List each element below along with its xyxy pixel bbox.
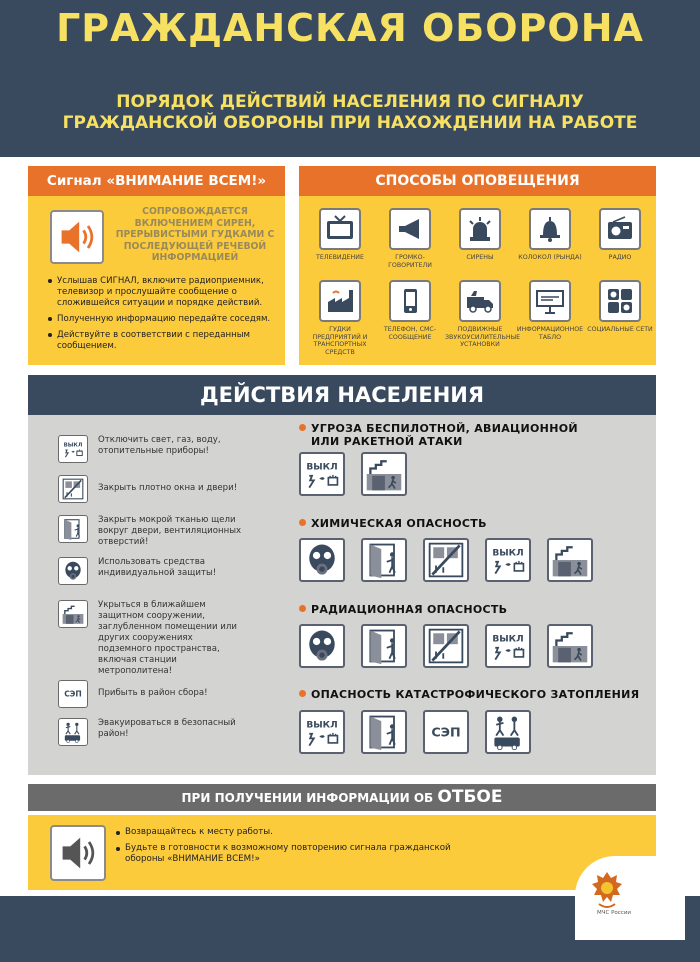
bullet-dot [299,519,306,526]
subtitle-line-1: ПОРЯДОК ДЕЙСТВИЙ НАСЕЛЕНИЯ ПО СИГНАЛУ [116,92,584,112]
action-item [58,557,238,585]
bullet-dot [299,690,306,697]
speaker-icon [50,825,106,881]
shelter-icon [58,600,88,628]
all-clear-panel [28,815,656,890]
actions-title: ДЕЙСТВИЯ НАСЕЛЕНИЯ [28,375,656,415]
switch-off-icon [485,538,531,582]
radio-icon [599,208,641,250]
bell-icon [529,208,571,250]
method-sirens [445,208,515,262]
action-item [58,475,258,503]
threat-icons-flood [299,710,531,754]
logo-label: МЧС России [597,910,631,916]
method-label: СОЦИАЛЬНЫЕ СЕТИ [587,326,653,333]
action-item [58,680,248,708]
emergency-ministry-logo [575,856,685,940]
method-tv [305,208,375,262]
method-label: ИНФОРМАЦИОННОЕ ТАБЛО [516,326,584,341]
list-item: Будьте в готовности к возможному повторению сигнала гражданской обороны «ВНИМАНИЕ ВСЕМ!» [116,843,456,866]
evacuation-icon [485,710,531,754]
seal-gaps-icon [58,515,88,543]
signal-panel [28,166,285,365]
method-phone [375,280,445,341]
all-clear-title: ПРИ ПОЛУЧЕНИИ ИНФОРМАЦИИ ОБ ОТБОЕ [28,784,656,811]
switch-off-icon [299,452,345,496]
seal-gaps-icon [361,624,407,668]
subtitle-line-2: ГРАЖДАНСКОЙ ОБОРОНЫ ПРИ НАХОЖДЕНИИ НА РАБОТЕ [62,113,638,133]
action-text: Эвакуироваться в безопасный район! [98,718,236,739]
shelter-icon [547,538,593,582]
social-networks-icon [599,280,641,322]
seal-gaps-icon [361,538,407,582]
method-loudspeakers [375,208,445,269]
signal-title: Сигнал «ВНИМАНИЕ ВСЕМ!» [28,166,285,196]
bullet-dot [299,605,306,612]
action-text: Закрыть плотно окна и двери! [98,483,238,493]
header [0,0,700,157]
close-windows-icon [423,624,469,668]
shelter-icon [547,624,593,668]
actions-panel [28,375,656,775]
method-factory-horns [305,280,375,356]
speaker-icon [50,210,104,264]
threat-icons-attack [299,452,407,496]
method-label: ГУДКИ ПРЕДПРИЯТИЙ И ТРАНСПОРТНЫХ СРЕДСТВ [312,326,368,356]
assembly-point-icon [58,680,88,708]
action-text: Прибыть в район сбора! [98,688,208,698]
method-label: ТЕЛЕВИДЕНИЕ [316,254,364,261]
gas-mask-icon [299,538,345,582]
signal-instructions [48,276,278,357]
method-label: РАДИО [608,254,632,261]
method-label: КОЛОКОЛ (РЫНДА) [518,254,582,261]
list-item: Действуйте в соответствии с переданным сообщением. [48,330,278,352]
action-text: Закрыть мокрой тканью щели вокруг двери, вентиляционных отверстий! [98,515,242,547]
method-info-board [515,280,585,341]
gas-mask-icon [58,557,88,585]
method-radio [585,208,655,262]
tv-icon [319,208,361,250]
all-clear-instructions [116,827,456,870]
assembly-point-icon [423,710,469,754]
switch-off-icon [485,624,531,668]
notification-methods-panel [299,166,656,365]
method-label: ПОДВИЖНЫЕ ЗВУКОУСИЛИТЕЛЬНЫЕ УСТАНОВКИ [445,326,521,348]
list-item: Полученную информацию передайте соседям. [48,314,278,325]
shelter-icon [361,452,407,496]
loudspeaker-icon [389,208,431,250]
page-subtitle [0,92,700,134]
method-bell [515,208,585,262]
method-mobile-units [445,280,521,349]
action-text: Использовать средства индивидуальной защиты! [98,557,217,578]
emblem-icon [589,870,625,910]
close-windows-icon [58,475,88,503]
action-text: Отключить свет, газ, воду, отопительные приборы! [98,435,221,456]
method-label: СИРЕНЫ [466,254,494,261]
factory-icon [319,280,361,322]
method-social [585,280,655,334]
siren-icon [459,208,501,250]
threat-title-radiation: РАДИАЦИОННАЯ ОПАСНОСТЬ [299,603,507,616]
list-item: Услышав СИГНАЛ, включите радиоприемник, телевизор и прослушайте сообщение о сложившейся ситуации и порядке действий. [48,276,278,309]
info-board-icon [529,280,571,322]
switch-off-icon [299,710,345,754]
method-label: ГРОМКО-ГОВОРИТЕЛИ [388,254,432,269]
threat-title-chemical: ХИМИЧЕСКАЯ ОПАСНОСТЬ [299,517,487,530]
gas-mask-icon [299,624,345,668]
methods-title: СПОСОБЫ ОПОВЕЩЕНИЯ [299,166,656,196]
threat-icons-chemical [299,538,593,582]
action-item [58,600,248,677]
bullet-dot [299,424,306,431]
loudspeaker-truck-icon [459,280,501,322]
threat-icons-radiation [299,624,593,668]
seal-gaps-icon [361,710,407,754]
signal-note: СОПРОВОЖДАЕТСЯ ВКЛЮЧЕНИЕМ СИРЕН, ПРЕРЫВИСТЫМИ ГУДКАМИ С ПОСЛЕДУЮЩЕЙ РЕЧЕВОЙ ИНФОРМАЦИЕЙ [115,206,275,263]
action-item [58,515,248,548]
threat-title-attack: УГРОЗА БЕСПИЛОТНОЙ, АВИАЦИОННОЙ ИЛИ РАКЕТНОЙ АТАКИ [299,422,578,448]
method-label: ТЕЛЕФОН, СМС-СООБЩЕНИЕ [383,326,437,341]
switch-off-icon [58,435,88,463]
action-text: Укрыться в ближайшем защитном сооружении, заглубленном помещении или других сооружениях подземного пространства, включая станции метрополитена! [98,600,237,676]
phone-icon [389,280,431,322]
action-item [58,435,238,463]
close-windows-icon [423,538,469,582]
list-item: Возвращайтесь к месту работы. [116,827,456,839]
page-title: ГРАЖДАНСКАЯ ОБОРОНА [56,6,644,50]
threat-title-flood: ОПАСНОСТЬ КАТАСТРОФИЧЕСКОГО ЗАТОПЛЕНИЯ [299,688,639,701]
evacuation-icon [58,718,88,746]
action-item [58,718,248,746]
